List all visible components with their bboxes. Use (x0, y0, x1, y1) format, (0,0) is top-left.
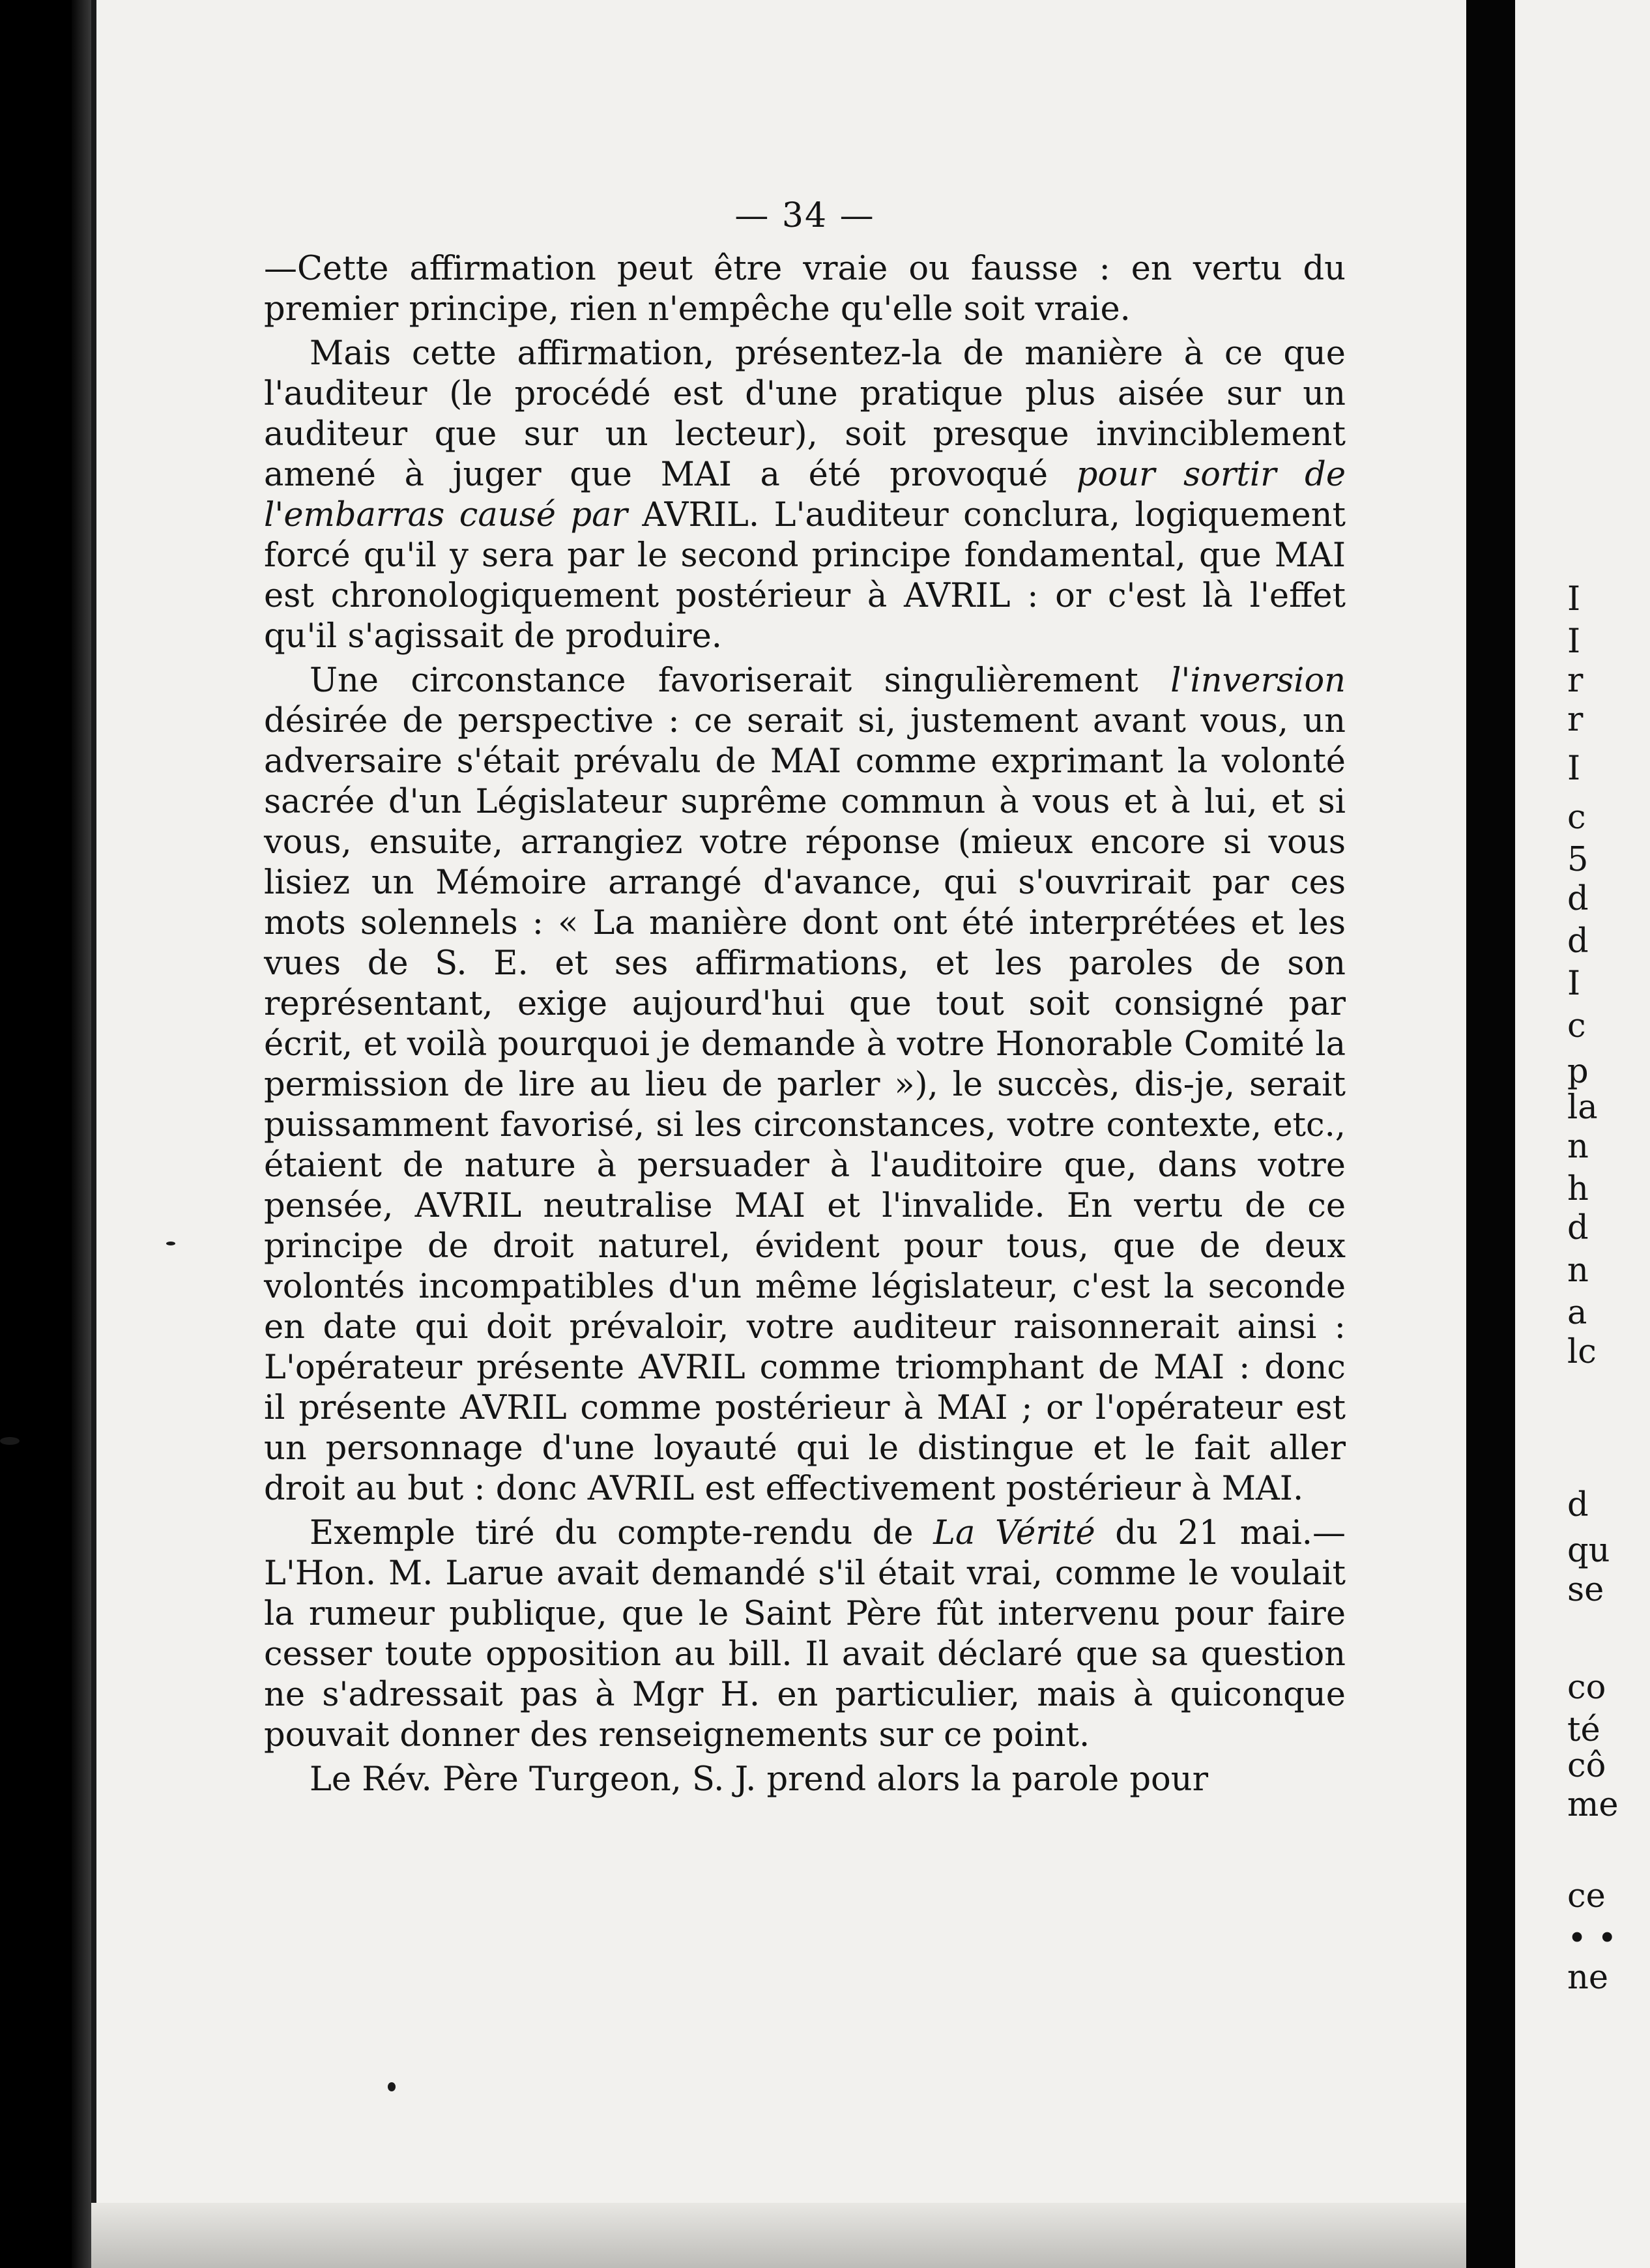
right-page-fragment: p (1567, 1053, 1589, 1091)
paragraph (264, 1760, 1346, 1800)
ink-speck (166, 1242, 175, 1245)
right-page-fragment: qu (1567, 1532, 1610, 1570)
paragraph-text: —Cette affirmation peut être vraie ou fausse : en vertu du premier principe, rien n'empêche qu'elle soit vraie. (264, 250, 1346, 328)
paragraphs (264, 249, 1346, 1800)
italic-text: l'inversion (1170, 662, 1346, 700)
ink-speck (0, 1437, 20, 1445)
paragraph-text: Le Rév. Père Turgeon, S. J. prend alors la parole pour (310, 1760, 1208, 1799)
right-page-fragment: co (1567, 1668, 1606, 1707)
right-page-fragment: I (1567, 965, 1581, 1003)
right-page-fragment: me (1567, 1786, 1619, 1824)
paragraph (264, 661, 1346, 1509)
right-page-fragment: h (1567, 1170, 1589, 1208)
right-page-fragment: d (1567, 1486, 1589, 1524)
right-page-fragment: 5 (1567, 841, 1589, 879)
paragraph (264, 249, 1346, 330)
ink-speck (388, 2082, 396, 2091)
page-number: — 34 — (734, 196, 875, 235)
paragraph (264, 334, 1346, 657)
page-text (264, 196, 1346, 1800)
right-page-fragment: d (1567, 880, 1589, 918)
paragraph (264, 1513, 1346, 1756)
right-page-fragment: té (1567, 1711, 1600, 1749)
right-page-fragment: lc (1567, 1333, 1597, 1371)
right-page-fragment: c (1567, 1007, 1586, 1045)
italic-text: pour sortir de l'embarras causé par (264, 456, 1346, 534)
right-page-fragment: la (1567, 1088, 1598, 1127)
right-page-fragment: ce (1567, 1877, 1606, 1915)
right-page-fragment: r (1567, 701, 1584, 739)
right-page-fragment: n (1567, 1251, 1589, 1290)
right-page-fragment: • • (1567, 1919, 1617, 1958)
right-page-fragment: I (1567, 749, 1581, 788)
right-page-fragment: I (1567, 580, 1581, 618)
left-page-bottom-shadow (91, 2203, 1466, 2268)
right-page-fragment: r (1567, 662, 1584, 700)
right-page-fragment: d (1567, 922, 1589, 961)
right-page-fragment: d (1567, 1209, 1589, 1247)
paragraph-text: Mais cette affirmation, présentez-la de manière à ce que l'auditeur (le procédé est d'une pratique plus aisée sur un auditeur que sur un lecteur), soit presque invinciblement amené à juger que MAI a été provoqué (264, 334, 1346, 494)
book-gutter (1466, 0, 1515, 2268)
right-page-fragment: I (1567, 622, 1581, 661)
paragraph-text: désirée de perspective : ce serait si, justement avant vous, un adversaire s'était prévalu de MAI comme exprimant la volonté sacrée d'un Législateur suprême commun à vous et à lui, et si vous, ensuite, arrangiez votre réponse (mieux encore si vous lisiez un Mémoire arrangé d'avance, qui s'ouvrirait par ces mots solennels : « La manière dont ont été interprétées et les vues de S. E. et ses affirmations, et les paroles de son représentant, exige aujourd'hui que tout soit consigné par écrit, et voilà pourquoi je demande à votre Honorable Comité la permission de lire au lieu de parler »), le succès, dis-je, serait puissamment favorisé, si les circonstances, votre contexte, etc., étaient de nature à persuader à l'auditoire que, dans votre pensée, AVRIL neutralise MAI et l'invalide. En vertu de ce principe de droit naturel, évident pour tous, que de deux volontés incompatibles d'un même législateur, c'est la seconde en date qui doit prévaloir, votre auditeur raisonnerait ainsi : L'opérateur présente AVRIL comme triomphant de MAI : donc il présente AVRIL comme postérieur à MAI ; or l'opérateur est un personnage d'une loyauté qui le distingue et le fait aller droit au but : donc AVRIL est effectivement postérieur à MAI. (264, 702, 1346, 1508)
right-page-fragment: cô (1567, 1747, 1606, 1785)
paragraph-text: du 21 mai.— L'Hon. M. Larue avait demandé s'il était vrai, comme le voulait la rumeur publique, que le Saint Père fût intervenu pour faire cesser toute opposition au bill. Il avait déclaré que sa question ne s'adressait pas à Mgr H. en particulier, mais à quiconque pouvait donner des renseignements sur ce point. (264, 1514, 1346, 1754)
italic-text: La Vérité (933, 1514, 1095, 1552)
right-page-fragment: c (1567, 798, 1586, 837)
right-page-fragment: n (1567, 1127, 1589, 1166)
right-page-fragment: se (1567, 1571, 1604, 1609)
right-page-fragment: a (1567, 1294, 1587, 1332)
paragraph-text: Exemple tiré du compte-rendu de (310, 1514, 934, 1552)
right-page-edge (1515, 0, 1650, 2268)
paragraph-text: AVRIL. L'auditeur conclura, logiquement forcé qu'il y sera par le second principe fondamental, que MAI est chronologiquement postérieur à AVRIL : or c'est là l'effet qu'il s'agissait de produire. (264, 496, 1346, 656)
right-page-fragment: ne (1567, 1958, 1609, 1997)
paragraph-text: Une circonstance favoriserait singulièrement (310, 662, 1171, 700)
